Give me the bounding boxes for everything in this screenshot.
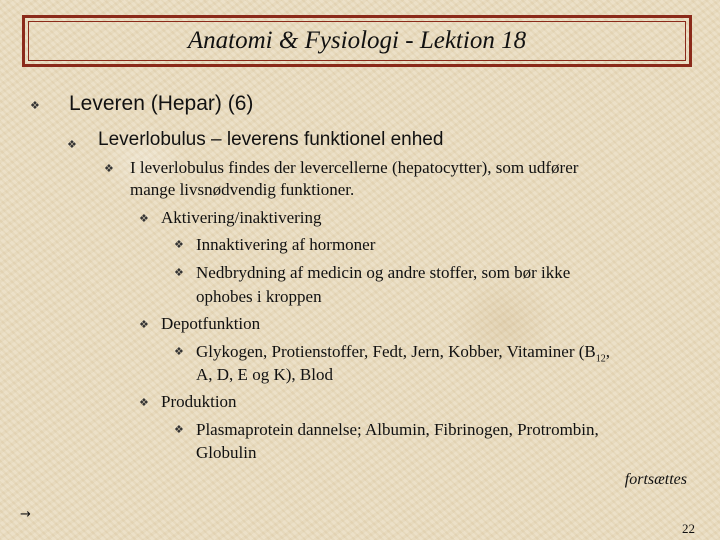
page-number: 22 — [682, 521, 695, 536]
intro-line-2: mange livsnødvendig funktioner. — [130, 180, 355, 199]
bullet-icon: ❖ — [67, 139, 77, 151]
section-produktion: Produktion — [161, 392, 237, 411]
bullet-icon: ❖ — [139, 213, 149, 225]
bullet-icon: ❖ — [139, 397, 149, 409]
arrow-right-icon[interactable]: → — [20, 507, 31, 522]
subscript-12: 12 — [595, 353, 606, 365]
section-depot: Depotfunktion — [161, 314, 261, 333]
bullet-icon: ❖ — [174, 346, 184, 358]
depot-item-1-line-2: A, D, E og K), Blod — [196, 365, 333, 384]
subheading: Leverlobulus – leverens funktionel enhed — [98, 129, 444, 150]
aktivering-item-2-line-2: ophobes i kroppen — [196, 287, 322, 306]
section-aktivering: Aktivering/inaktivering — [161, 208, 322, 227]
title-frame — [22, 15, 692, 67]
produktion-item-1-line-1: Plasmaprotein dannelse; Albumin, Fibrinogen, Protrombin, — [196, 420, 599, 439]
continue-label: fortsættes — [624, 471, 687, 488]
bullet-icon: ❖ — [104, 163, 114, 175]
slide-title: Anatomi & Fysiologi - Lektion 18 — [187, 27, 527, 54]
bullet-icon: ❖ — [174, 424, 184, 436]
aktivering-item-1: Innaktivering af hormoner — [196, 235, 376, 254]
heading: Leveren (Hepar) (6) — [69, 92, 254, 115]
bullet-icon: ❖ — [30, 100, 40, 112]
bullet-icon: ❖ — [139, 319, 149, 331]
aktivering-item-2-line-1: Nedbrydning af medicin og andre stoffer, som bør ikke — [196, 263, 571, 282]
intro-line-1: I leverlobulus findes der levercellerne (hepatocytter), som udfører — [130, 158, 579, 177]
bullet-icon: ❖ — [174, 267, 184, 279]
depot-item-1-line-1: Glykogen, Protienstoffer, Fedt, Jern, Kobber, Vitaminer ($B_{12}$, — [196, 342, 610, 365]
produktion-item-1-line-2: Globulin — [196, 443, 257, 462]
bullet-icon: ❖ — [174, 239, 184, 251]
